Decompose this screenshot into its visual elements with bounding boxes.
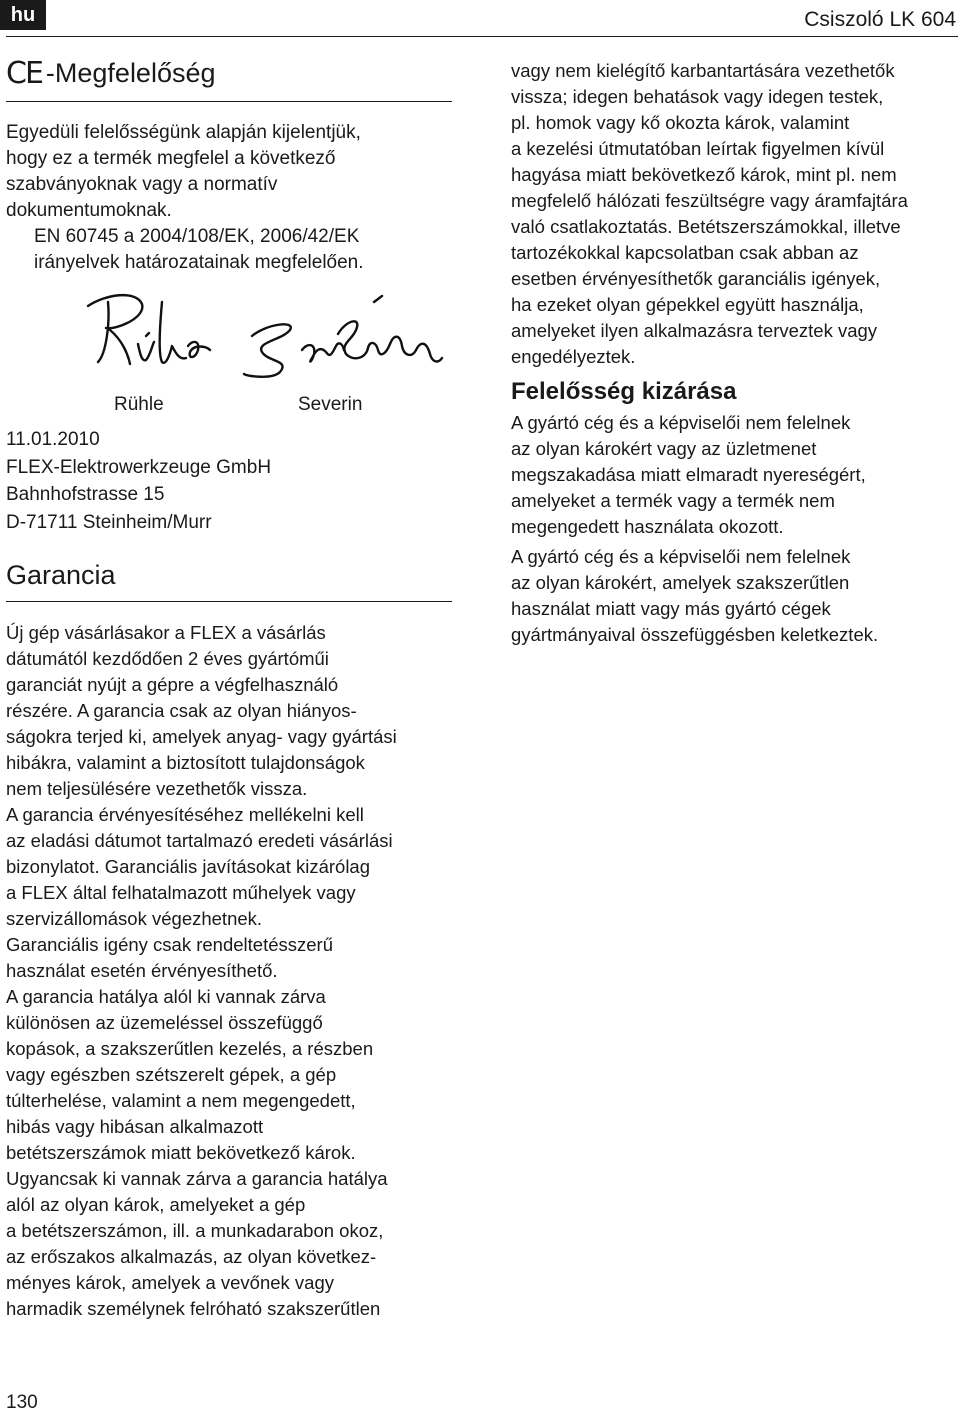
warranty-line: A garancia érvényesítéséhez mellékelni kell [6, 804, 364, 825]
liability-line: használat miatt vagy más gyártó cégek [511, 598, 831, 619]
date: 11.01.2010 [6, 429, 100, 450]
warranty-line: Garanciális igény csak rendeltetésszerű [6, 934, 333, 955]
liability-line: az olyan károkért, amelyek szakszerűtlen [511, 572, 850, 593]
right-column [511, 58, 957, 648]
warranty-body [6, 620, 452, 1322]
warranty-line: a betétszerszámon, ill. a munkadarabon okoz, [6, 1220, 384, 1241]
warranty-line: hibás vagy hibásan alkalmazott [6, 1116, 264, 1137]
signatures [6, 284, 452, 394]
conformity-line: EN 60745 a 2004/108/EK, 2006/42/EK [34, 226, 360, 247]
conformity-heading [6, 56, 452, 102]
liability-line: gyártmányaival összefüggésben keletkeztek. [511, 624, 879, 645]
liability-line: amelyeket a termék vagy a termék nem [511, 490, 835, 511]
address-line: Bahnhofstrasse 15 [6, 484, 165, 505]
warranty-line: hagyása miatt bekövetkező károk, mint pl. nem [511, 164, 897, 185]
warranty-line: esetben érvényesíthetők garanciális igények, [511, 268, 881, 289]
signatory-name: Severin [298, 394, 363, 415]
conformity-line: dokumentumoknak. [6, 200, 172, 221]
warranty-line: hibákra, valamint a biztosított tulajdonságok [6, 752, 365, 773]
address-line: FLEX-Elektrowerkzeuge GmbH [6, 456, 272, 478]
conformity-line: szabványoknak vagy a normatív [6, 174, 278, 195]
warranty-heading-text: Garancia [6, 560, 116, 590]
conformity-line: hogy ez a termék megfelel a következő [6, 148, 336, 169]
warranty-line: betétszerszámok miatt bekövetkező károk. [6, 1142, 356, 1163]
warranty-continued [511, 58, 957, 370]
warranty-line: garanciát nyújt a gépre a végfelhasználó [6, 674, 339, 695]
warranty-line: engedélyeztek. [511, 346, 636, 367]
warranty-line: vissza; idegen behatások vagy idegen testek, [511, 86, 884, 107]
warranty-line: nem teljesülésére vezethetők vissza. [6, 778, 308, 799]
signatory-name: Rühle [114, 394, 164, 415]
warranty-line: harmadik személynek felróható szakszerűtlen [6, 1298, 381, 1319]
warranty-heading [6, 560, 452, 602]
conformity-line: irányelvek határozatainak megfelelően. [34, 252, 364, 273]
warranty-line: Ugyancsak ki vannak zárva a garancia hatálya [6, 1168, 388, 1189]
conformity-line: Egyedüli felelősségünk alapján kijelentjük, [6, 122, 361, 143]
warranty-line: az erőszakos alkalmazás, az olyan következ- [6, 1246, 377, 1267]
warranty-line: az eladási dátumot tartalmazó eredeti vásárlási [6, 830, 393, 851]
header-rule [6, 36, 958, 37]
warranty-line: Új gép vásárlásakor a FLEX a vásárlás [6, 622, 326, 643]
warranty-line: a kezelési útmutatóban leírtak figyelmen kívül [511, 138, 885, 159]
warranty-line: való csatlakoztatás. Betétszerszámokkal, illetve [511, 216, 901, 237]
conformity-body [6, 120, 452, 276]
warranty-line: amelyeket ilyen alkalmazásra terveztek vagy [511, 320, 878, 341]
warranty-line: dátumától kezdődően 2 éves gyártóműi [6, 648, 329, 669]
warranty-line: részére. A garancia csak az olyan hiányos- [6, 700, 357, 721]
liability-line: az olyan károkért vagy az üzletmenet [511, 438, 817, 459]
signature-image [76, 284, 446, 394]
conformity-heading-text: -Megfelelőség [45, 58, 216, 88]
warranty-line: ha ezeket olyan gépekkel együtt használja, [511, 294, 864, 315]
liability-paragraph-2 [511, 544, 957, 648]
liability-line: megszakadása miatt elmaradt nyereségért, [511, 464, 866, 485]
warranty-line: túlterhelése, valamint a nem megengedett, [6, 1090, 356, 1111]
warranty-line: különösen az üzemeléssel összefüggő [6, 1012, 323, 1033]
warranty-line: bizonylatot. Garanciális javításokat kizárólag [6, 856, 371, 877]
language-tab: hu [0, 0, 46, 30]
warranty-line: tartozékokkal kapcsolatban csak abban az [511, 242, 859, 263]
warranty-line: szervizállomások végezhetnek. [6, 908, 263, 929]
liability-line: megengedett használata okozott. [511, 516, 784, 537]
warranty-line: a FLEX által felhatalmazott műhelyek vagy [6, 882, 356, 903]
ce-mark-icon: CE [6, 56, 42, 91]
warranty-line: kopások, a szakszerűtlen kezelés, a részben [6, 1038, 374, 1059]
warranty-line: használat esetén érvényesíthető. [6, 960, 278, 981]
page-number: 130 [6, 1392, 38, 1413]
warranty-line: pl. homok vagy kő okozta károk, valamint [511, 112, 850, 133]
warranty-line: megfelelő hálózati feszültségre vagy áramfajtára [511, 190, 908, 211]
warranty-line: ságokra terjed ki, amelyek anyag- vagy gyártási [6, 726, 397, 747]
left-column [6, 56, 452, 1322]
warranty-line: alól az olyan károk, amelyeket a gép [6, 1194, 306, 1215]
liability-line: A gyártó cég és a képviselői nem felelnek [511, 412, 851, 433]
liability-heading: Felelősség kizárása [511, 378, 737, 405]
liability-paragraph-1 [511, 410, 957, 540]
warranty-line: vagy egészben szétszerelt gépek, a gép [6, 1064, 337, 1085]
warranty-line: A garancia hatálya alól ki vannak zárva [6, 986, 326, 1007]
warranty-line: vagy nem kielégítő karbantartására vezethetők [511, 60, 895, 81]
liability-line: A gyártó cég és a képviselői nem felelnek [511, 546, 851, 567]
warranty-line: ményes károk, amelyek a vevőnek vagy [6, 1272, 335, 1293]
address-line: D-71711 Steinheim/Murr [6, 511, 212, 533]
signatory-names [6, 394, 452, 424]
company-address [6, 426, 452, 536]
header-title: Csiszoló LK 604 [804, 8, 956, 31]
